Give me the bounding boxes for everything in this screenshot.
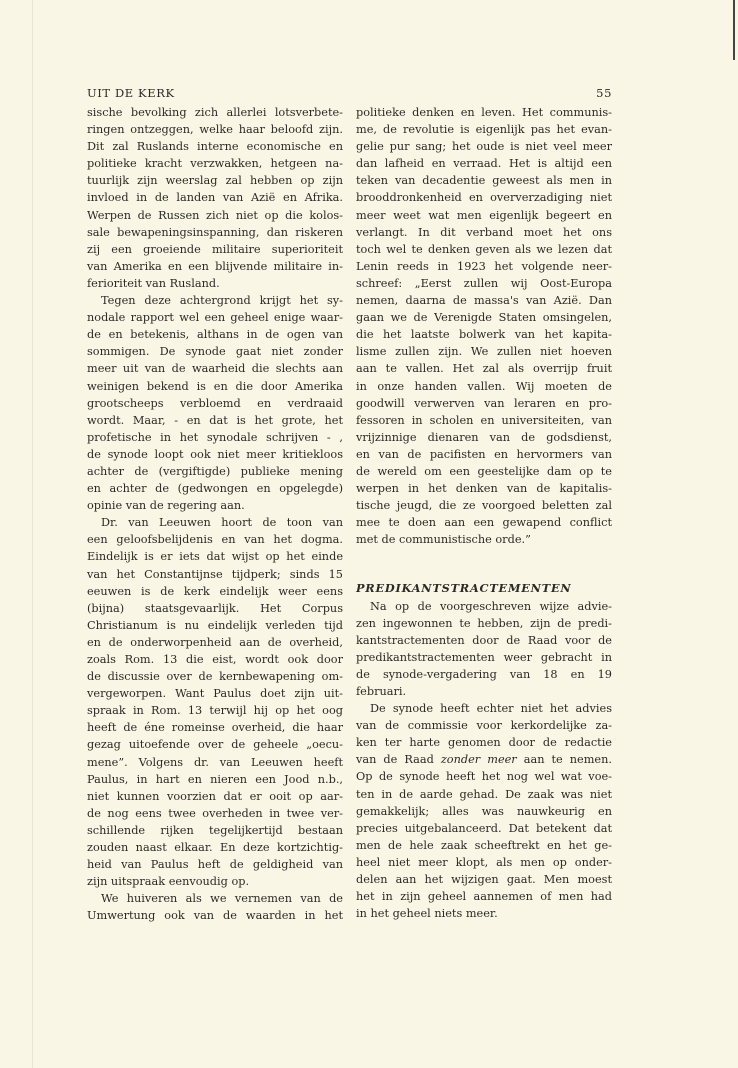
- text-line: ferioriteit van Rusland.: [87, 276, 220, 290]
- text-line: sale bewapeningsinspanning, dan riskeren: [87, 225, 343, 239]
- running-head: [87, 86, 612, 102]
- text-line: teken van decadentie geweest als men in: [356, 174, 612, 188]
- text-line: gaan we de Verenigde Staten omsingelen,: [356, 311, 612, 325]
- left-column: [87, 104, 343, 925]
- text-line: en van de pacifisten en hervormers van: [356, 447, 612, 461]
- text-line: ten in de aarde gehad. De zaak was niet: [356, 787, 612, 801]
- text-line: niet kunnen voorzien dat er ooit op aar-: [87, 789, 343, 803]
- text-line: Eindelijk is er iets dat wijst op het einde: [87, 550, 343, 564]
- text-line: nemen, daarna de massa's van Azië. Dan: [356, 294, 612, 308]
- text-line: van de Raad zonder meer aan te nemen.: [356, 753, 612, 767]
- running-title: UIT DE KERK: [87, 86, 175, 100]
- text-line: schreef: „Eerst zullen wij Oost-Europa: [356, 276, 612, 290]
- text-line: Op de synode heeft het nog wel wat voe-: [356, 770, 612, 784]
- text-line: verlangt. In dit verband moet het ons: [356, 225, 612, 239]
- paragraph: [356, 598, 612, 701]
- text-line: zouden naast elkaar. En deze kortzichtig-: [87, 841, 343, 855]
- text-line: eeuwen is de kerk eindelijk weer eens: [87, 584, 343, 598]
- text-line: vrijzinnige dienaren van de godsdienst,: [356, 430, 612, 444]
- text-line: precies uitgebalanceerd. Dat betekent dat: [356, 821, 612, 835]
- text-line: invloed in de landen van Azië en Afrika.: [87, 191, 343, 205]
- text-line: van Amerika en een blijvende militaire in-: [87, 259, 343, 273]
- text-line: met de communistische orde.”: [356, 533, 531, 547]
- text-line: weinigen bekend is en die door Amerika: [87, 379, 343, 393]
- text-line: in onze handen vallen. Wij moeten de: [356, 379, 612, 393]
- text-line: sommigen. De synode gaat niet zonder: [87, 345, 343, 359]
- text-line: delen aan het wijzigen gaat. Men moest: [356, 873, 612, 887]
- text-line: de synode-vergadering van 18 en 19: [356, 667, 612, 681]
- text-line: de synode loopt ook niet meer kritiekloos: [87, 447, 343, 461]
- text-line: mene”. Volgens dr. van Leeuwen heeft: [87, 755, 343, 769]
- text-line: zen ingewonnen te hebben, zijn de predi-: [356, 616, 612, 630]
- text-line: men de hele zaak scheeftrekt en het ge-: [356, 838, 612, 852]
- text-line: tuurlijk zijn weerslag zal hebben op zijn: [87, 174, 343, 188]
- text-line: zij een groeiende militaire superioriteit: [87, 242, 343, 256]
- text-line: meer weet wat men eigenlijk begeert en: [356, 208, 612, 222]
- text-line: Na op de voorgeschreven wijze advie-: [370, 599, 612, 613]
- text-line: Paulus, in hart en nieren een Jood n.b.,: [87, 772, 343, 786]
- text-line: Dit zal Ruslands interne economische en: [87, 140, 343, 154]
- text-line: Umwertung ook van de waarden in het: [87, 909, 343, 923]
- text-line: heeft de éne romeinse overheid, die haar: [87, 721, 343, 735]
- text-line: (bijna) staatsgevaarlijk. Het Corpus: [87, 601, 343, 615]
- page-number: 55: [596, 86, 612, 100]
- text-line: wordt. Maar, - en dat is het grote, het: [87, 413, 343, 427]
- text-line: van het Constantijnse tijdperk; sinds 15: [87, 567, 343, 581]
- text-line: toch wel te denken geven als we lezen dat: [356, 242, 612, 256]
- text-line: nodale rapport wel een geheel enige waar-: [87, 311, 343, 325]
- text-line: gemakkelijk; alles was nauwkeurig en: [356, 804, 612, 818]
- text-line: mee te doen aan een gewapend conflict: [356, 516, 612, 530]
- text-line: ringen ontzeggen, welke haar beloofd zijn.: [87, 123, 343, 137]
- text-line: fessoren in scholen en universiteiten, van: [356, 413, 612, 427]
- section-heading: PREDIKANTSTRACTEMENTEN: [356, 581, 572, 596]
- text-line: heid van Paulus heft de geldigheid van: [87, 858, 343, 872]
- text-line: de nog eens twee overheden in twee ver-: [87, 806, 343, 820]
- right-column: [356, 104, 612, 922]
- text-line: Christianum is nu eindelijk verleden tijd: [87, 618, 343, 632]
- text-line: gezag uitoefende over de geheele „oecu-: [87, 738, 343, 752]
- paragraph: [87, 514, 343, 890]
- text-line: profetische in het synodale schrijven - ,: [87, 430, 343, 444]
- text-line: me, de revolutie is eigenlijk pas het evan-: [356, 123, 612, 137]
- paragraph: [356, 700, 612, 922]
- text-line: het in zijn geheel aannemen of men had: [356, 890, 612, 904]
- text-line: predikantstractementen weer gebracht in: [356, 650, 612, 664]
- section-body: [356, 598, 612, 923]
- text-line: politieke denken en leven. Het communis-: [356, 106, 612, 119]
- text-line: aan te vallen. Het zal als overrijp fruit: [356, 362, 612, 376]
- text-line: de en betekenis, althans in de ogen van: [87, 328, 343, 342]
- text-line: politieke kracht verzwakken, hetgeen na-: [87, 157, 343, 171]
- text-line: de discussie over de kernbewapening om-: [87, 670, 343, 684]
- text-line: werpen in het denken van de kapitalis-: [356, 482, 612, 496]
- text-line: dan lafheid en verraad. Het is altijd een: [356, 157, 612, 171]
- text-line: tische jeugd, die ze voorgoed beletten zal: [356, 499, 612, 513]
- text-line: vergeworpen. Want Paulus doet zijn uit-: [87, 687, 343, 701]
- text-line: de wereld om een geestelijke dam op te: [356, 464, 612, 478]
- text-line: De synode heeft echter niet het advies: [370, 702, 612, 716]
- text-line: spraak in Rom. 13 terwijl hij op het oog: [87, 704, 343, 718]
- text-line: februari.: [356, 685, 407, 698]
- text-line: grootscheeps verbloemd en verdraaid: [87, 396, 343, 410]
- text-line: brooddronkenheid en oververzadiging niet: [356, 191, 612, 205]
- text-line: zijn uitspraak eenvoudig op.: [87, 875, 250, 889]
- text-line: goodwill verwerven van leraren en pro-: [356, 396, 612, 410]
- text-line: achter de (vergiftigde) publieke mening: [87, 464, 343, 478]
- paragraph: [87, 292, 343, 514]
- text-line: en achter de (gedwongen en opgelegde): [87, 482, 343, 496]
- text-line: Werpen de Russen zich niet op die kolos-: [87, 208, 343, 222]
- scan-edge-left: [32, 0, 33, 1068]
- text-line: die het laatste bolwerk van het kapita-: [356, 328, 612, 342]
- text-line: in het geheel niets meer.: [356, 907, 498, 921]
- text-line: Tegen deze achtergrond krijgt het sy-: [101, 294, 343, 308]
- text-line: lisme zullen zijn. We zullen niet hoeven: [356, 345, 612, 359]
- text-line: zoals Rom. 13 die eist, wordt ook door: [87, 653, 343, 666]
- paragraph: [356, 104, 612, 548]
- text-line: kantstractementen door de Raad voor de: [356, 633, 612, 647]
- text-line: sische bevolking zich allerlei lotsverbete-: [87, 106, 343, 119]
- emphasis: zonder meer: [440, 753, 517, 767]
- text-line: gelie pur sang; het oude is niet veel meer: [356, 140, 612, 154]
- text-line: ken ter harte genomen door de redactie: [356, 736, 612, 750]
- text-line: en de onderworpenheid aan de overheid,: [87, 635, 343, 649]
- text-line: Dr. van Leeuwen hoort de toon van: [101, 516, 343, 530]
- paragraph: [87, 104, 343, 292]
- text-line: van de commissie voor kerkordelijke za-: [356, 719, 612, 733]
- text-line: schillende rijken tegelijkertijd bestaan: [87, 823, 343, 837]
- text-line: meer uit van de waarheid die slechts aan: [87, 362, 343, 376]
- text-line: We huiveren als we vernemen van de: [101, 892, 343, 906]
- text-line: heel niet meer klopt, als men op onder-: [356, 855, 612, 869]
- text-line: Lenin reeds in 1923 het volgende neer-: [356, 259, 612, 273]
- text-line: opinie van de regering aan.: [87, 499, 245, 513]
- paragraph: [87, 890, 343, 924]
- scan-edge-right: [733, 0, 735, 60]
- text-line: een geloofsbelijdenis en van het dogma.: [87, 533, 343, 547]
